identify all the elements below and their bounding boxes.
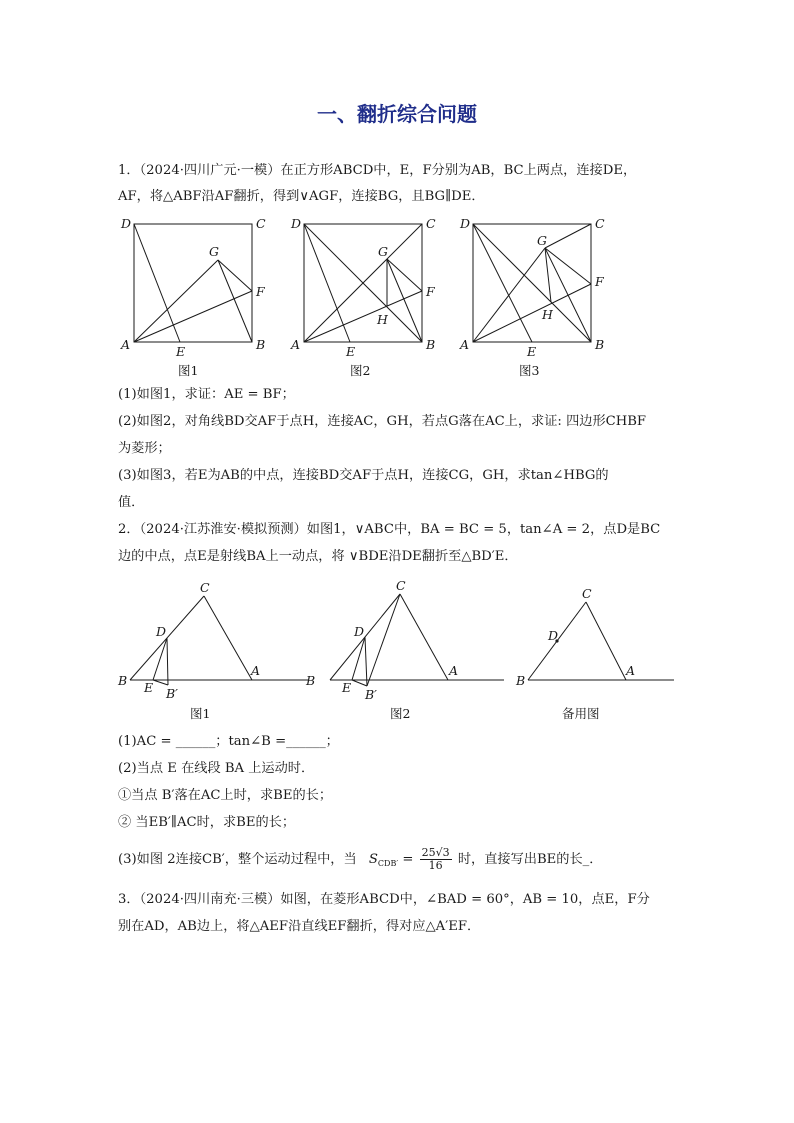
label-e: E bbox=[342, 680, 352, 695]
caption-fig-1: 图1 bbox=[190, 706, 211, 721]
label-c: C bbox=[595, 216, 605, 231]
label-e: E bbox=[527, 344, 537, 359]
label-a: A bbox=[460, 337, 470, 352]
q3-text-a: (3)如图 2连接CB′，整个运动过程中，当 bbox=[118, 852, 357, 867]
segment-de bbox=[134, 224, 180, 342]
caption-fig-2: 图2 bbox=[390, 706, 411, 721]
segment-db-prime bbox=[167, 638, 168, 685]
label-d: D bbox=[354, 624, 365, 639]
label-h: H bbox=[377, 312, 388, 327]
segment-gf bbox=[545, 248, 591, 284]
figure-1-2 bbox=[288, 212, 448, 382]
problem-2-question-1: (1)AC = ______；tan∠B =______； bbox=[118, 734, 339, 749]
figure-2-backup bbox=[512, 578, 682, 728]
label-d: D bbox=[156, 624, 167, 639]
label-c: C bbox=[396, 578, 406, 593]
segment-af bbox=[473, 284, 591, 342]
segment-bg bbox=[387, 259, 422, 342]
segment-db-prime bbox=[365, 637, 367, 686]
label-a: A bbox=[121, 337, 131, 352]
segment-eb-prime bbox=[352, 680, 367, 686]
label-b: B bbox=[426, 337, 436, 352]
caption-fig-3: 图3 bbox=[519, 363, 540, 378]
label-a: A bbox=[626, 663, 636, 678]
q3-numerator: 25√3 bbox=[421, 846, 450, 859]
label-b: B bbox=[256, 337, 266, 352]
segment-de bbox=[304, 224, 350, 342]
problem-2-line-1: 2．（2024·江苏淮安·模拟预测）如图1，∨ABC中，BA = BC = 5，tan∠A = 2，点D是BC bbox=[118, 522, 661, 537]
figure-2-2 bbox=[316, 578, 516, 728]
segment-cb-prime bbox=[367, 594, 400, 686]
label-c: C bbox=[200, 580, 210, 595]
label-g: G bbox=[209, 244, 219, 259]
problem-1-question-2b: 为菱形； bbox=[118, 441, 171, 456]
segment-cg bbox=[545, 224, 591, 248]
problem-2-question-2-ii: ② 当EB′∥AC时，求BE的长； bbox=[118, 815, 296, 830]
label-h: H bbox=[542, 307, 553, 322]
figure-2-1 bbox=[116, 578, 326, 728]
problem-2-line-2: 边的中点，点E是射线BA上一动点，将 ∨BDE沿DE翻折至△BD′E． bbox=[118, 549, 518, 564]
label-d: D bbox=[548, 628, 559, 643]
label-g: G bbox=[537, 233, 547, 248]
caption-fig-1: 图1 bbox=[178, 363, 199, 378]
q3-s-symbol: $S_{CDB'}$ bbox=[368, 852, 399, 868]
segment-bg bbox=[218, 260, 252, 342]
label-a: A bbox=[291, 337, 301, 352]
problem-2-question-3 bbox=[118, 846, 602, 878]
problem-1-question-3a: (3)如图3，若E为AB的中点，连接BD交AF于点H，连接CG，GH，求tan∠HBG的 bbox=[118, 468, 609, 483]
segment-ag bbox=[134, 260, 218, 342]
segment-gh bbox=[545, 248, 551, 302]
segment-ca bbox=[204, 596, 252, 680]
problem-1-line-1: 1．（2024·四川广元·一模）在正方形ABCD中，E，F分别为AB，BC上两点，连接DE， bbox=[118, 163, 637, 178]
problem-3-line-1: 3．（2024·四川南充·三模）如图，在菱形ABCD中，∠BAD = 60°，AB = 10，点E，F分 bbox=[118, 892, 650, 907]
segment-gf bbox=[218, 260, 252, 291]
label-b-ray-end: B bbox=[306, 673, 316, 688]
segment-bd bbox=[473, 224, 591, 342]
label-f: F bbox=[256, 284, 265, 299]
q3-fraction bbox=[420, 847, 452, 872]
problem-1-question-2a: (2)如图2，对角线BD交AF于点H，连接AC，GH，若点G落在AC上，求证: 四边形CHBF bbox=[118, 414, 647, 429]
label-b: B bbox=[118, 673, 128, 688]
caption-backup: 备用图 bbox=[562, 706, 600, 721]
segment-af bbox=[304, 291, 422, 342]
segment-ag bbox=[473, 248, 545, 342]
label-e: E bbox=[144, 680, 154, 695]
label-a: A bbox=[449, 663, 459, 678]
label-e: E bbox=[176, 344, 186, 359]
label-b: B bbox=[516, 673, 526, 688]
figure-1-1 bbox=[118, 212, 278, 382]
label-c: C bbox=[426, 216, 436, 231]
q3-equals: = bbox=[402, 852, 414, 867]
label-f: F bbox=[595, 274, 604, 289]
segment-de bbox=[153, 638, 167, 680]
q3-text-b: 时，直接写出BE的长_． bbox=[457, 852, 603, 867]
label-d: D bbox=[460, 216, 471, 231]
problem-1-line-2: AF，将△ABF沿AF翻折，得到∨AGF，连接BG，且BG∥DE． bbox=[118, 189, 485, 204]
label-d: D bbox=[291, 216, 302, 231]
label-a: A bbox=[251, 663, 261, 678]
segment-bg bbox=[545, 248, 591, 342]
problem-3-line-2: 别在AD，AB边上，将△AEF沿直线EF翻折，得对应△A′EF． bbox=[118, 919, 481, 934]
problem-1-question-1: (1)如图1，求证：AE = BF； bbox=[118, 387, 295, 402]
label-c: C bbox=[256, 216, 266, 231]
label-c: C bbox=[582, 586, 592, 601]
label-b-prime: B′ bbox=[365, 687, 378, 702]
label-d: D bbox=[121, 216, 132, 231]
figure-1-3 bbox=[457, 212, 617, 382]
caption-fig-2: 图2 bbox=[350, 363, 371, 378]
segment-ca bbox=[400, 594, 448, 680]
label-e: E bbox=[346, 344, 356, 359]
page-title: 一、翻折综合问题 bbox=[317, 102, 477, 126]
segment-ca bbox=[586, 602, 626, 680]
problem-1-question-3b: 值． bbox=[118, 495, 145, 510]
segment-de bbox=[352, 637, 365, 680]
segment-gf bbox=[387, 259, 422, 291]
problem-2-question-2: (2)当点 E 在线段 BA 上运动时． bbox=[118, 761, 315, 776]
label-b-prime: B′ bbox=[166, 686, 179, 701]
problem-2-question-2-i: ①当点 B′落在AC上时，求BE的长； bbox=[118, 788, 333, 803]
label-b: B bbox=[595, 337, 605, 352]
label-f: F bbox=[426, 284, 435, 299]
q3-denominator: 16 bbox=[428, 859, 443, 872]
segment-eb-prime bbox=[153, 680, 168, 685]
segment-de bbox=[473, 224, 532, 342]
label-g: G bbox=[378, 244, 388, 259]
